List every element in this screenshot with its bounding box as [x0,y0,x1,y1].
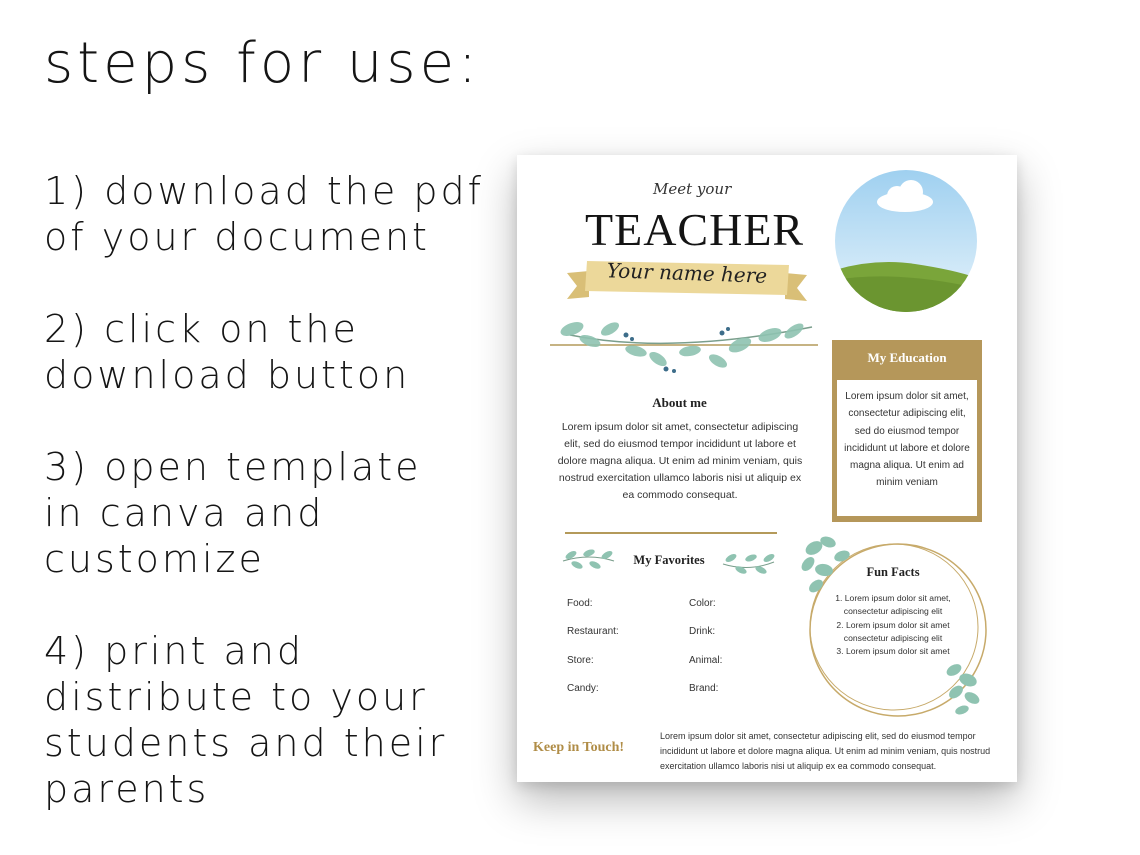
fun-facts-list [817,592,969,658]
meet-your-heading: Meet your [653,180,732,198]
step-2-line-1: 2) click on the [44,307,359,351]
step-4-line-3: students and their [44,721,448,765]
teacher-flyer-preview [517,155,1017,782]
step-3-line-2: in canva and [44,491,325,535]
step-4-line-1: 4) print and [44,629,304,673]
teacher-name-field[interactable]: Your name here [606,258,768,288]
favorite-animal-label: Animal: [689,655,723,666]
favorites-title: My Favorites [633,553,705,567]
fun-fact-line: consectetur adipiscing elit [843,606,943,617]
about-me-title: About me [652,395,707,410]
step-2 [44,306,464,398]
step-1-line-1: 1) download the pdf [44,169,484,213]
favorite-color-label: Color: [689,598,716,609]
fun-fact-line: 2. Lorem ipsum dolor sit amet [836,619,950,630]
fun-fact-line: 1. Lorem ipsum dolor sit amet, [835,593,951,603]
education-text: Lorem ipsum dolor sit amet, consectetur adipiscing elit, sed do eiusmod tempor incididunt ut labore et dolore magna aliqua. Ut enim ad minim veniam [837,380,977,516]
steps-title: steps for use: [44,31,481,96]
fun-fact-line: 3. Lorem ipsum dolor sit amet [836,646,950,657]
about-me-text: Lorem ipsum dolor sit amet, consectetur adipiscing elit, sed do eiusmod tempor incididunt ut labore et dolore magna aliqua. Ut enim ad minim veniam, quis nostrud exercitation ullamco laboris nisi ut aliquip ex ea commodo consequat. [557,421,803,501]
education-box [832,340,982,522]
keep-in-touch-text: Lorem ipsum dolor sit amet, consectetur adipiscing elit, sed do eiusmod tempor incididunt ut labore et dolore magna aliqua. Ut enim ad minim veniam, quis nostrud exercitation ullamco laboris nisi ut aliquip ex ea commodo consequat. [660,731,991,771]
favorites-leaf-right-icon [721,550,776,578]
landscape-photo-circle [835,170,977,312]
keep-in-touch-heading: Keep in Touch! [533,740,625,755]
step-4 [44,628,464,812]
eucalyptus-branch-divider [550,315,818,385]
favorite-food-label: Food: [567,598,593,609]
teacher-heading: TEACHER [585,204,805,255]
step-2-line-2: download button [44,353,411,397]
favorite-brand-label: Brand: [689,683,719,694]
education-title: My Education [867,350,947,365]
step-1 [44,168,484,260]
step-1-line-2: of your document [44,215,430,259]
favorite-candy-label: Candy: [567,683,599,694]
step-3-line-1: 3) open template [44,445,422,489]
favorite-store-label: Store: [567,655,594,666]
fun-fact-line: consectetur adipiscing elit [843,632,943,643]
favorites-leaf-left-icon [561,545,616,573]
favorite-restaurant-label: Restaurant: [567,626,619,637]
step-3-line-3: customize [44,537,265,581]
gold-divider [565,532,777,534]
fun-facts-title: Fun Facts [866,565,920,579]
step-4-line-4: parents [44,767,210,811]
step-3 [44,444,464,582]
favorite-drink-label: Drink: [689,626,716,637]
step-4-line-2: distribute to your [44,675,428,719]
